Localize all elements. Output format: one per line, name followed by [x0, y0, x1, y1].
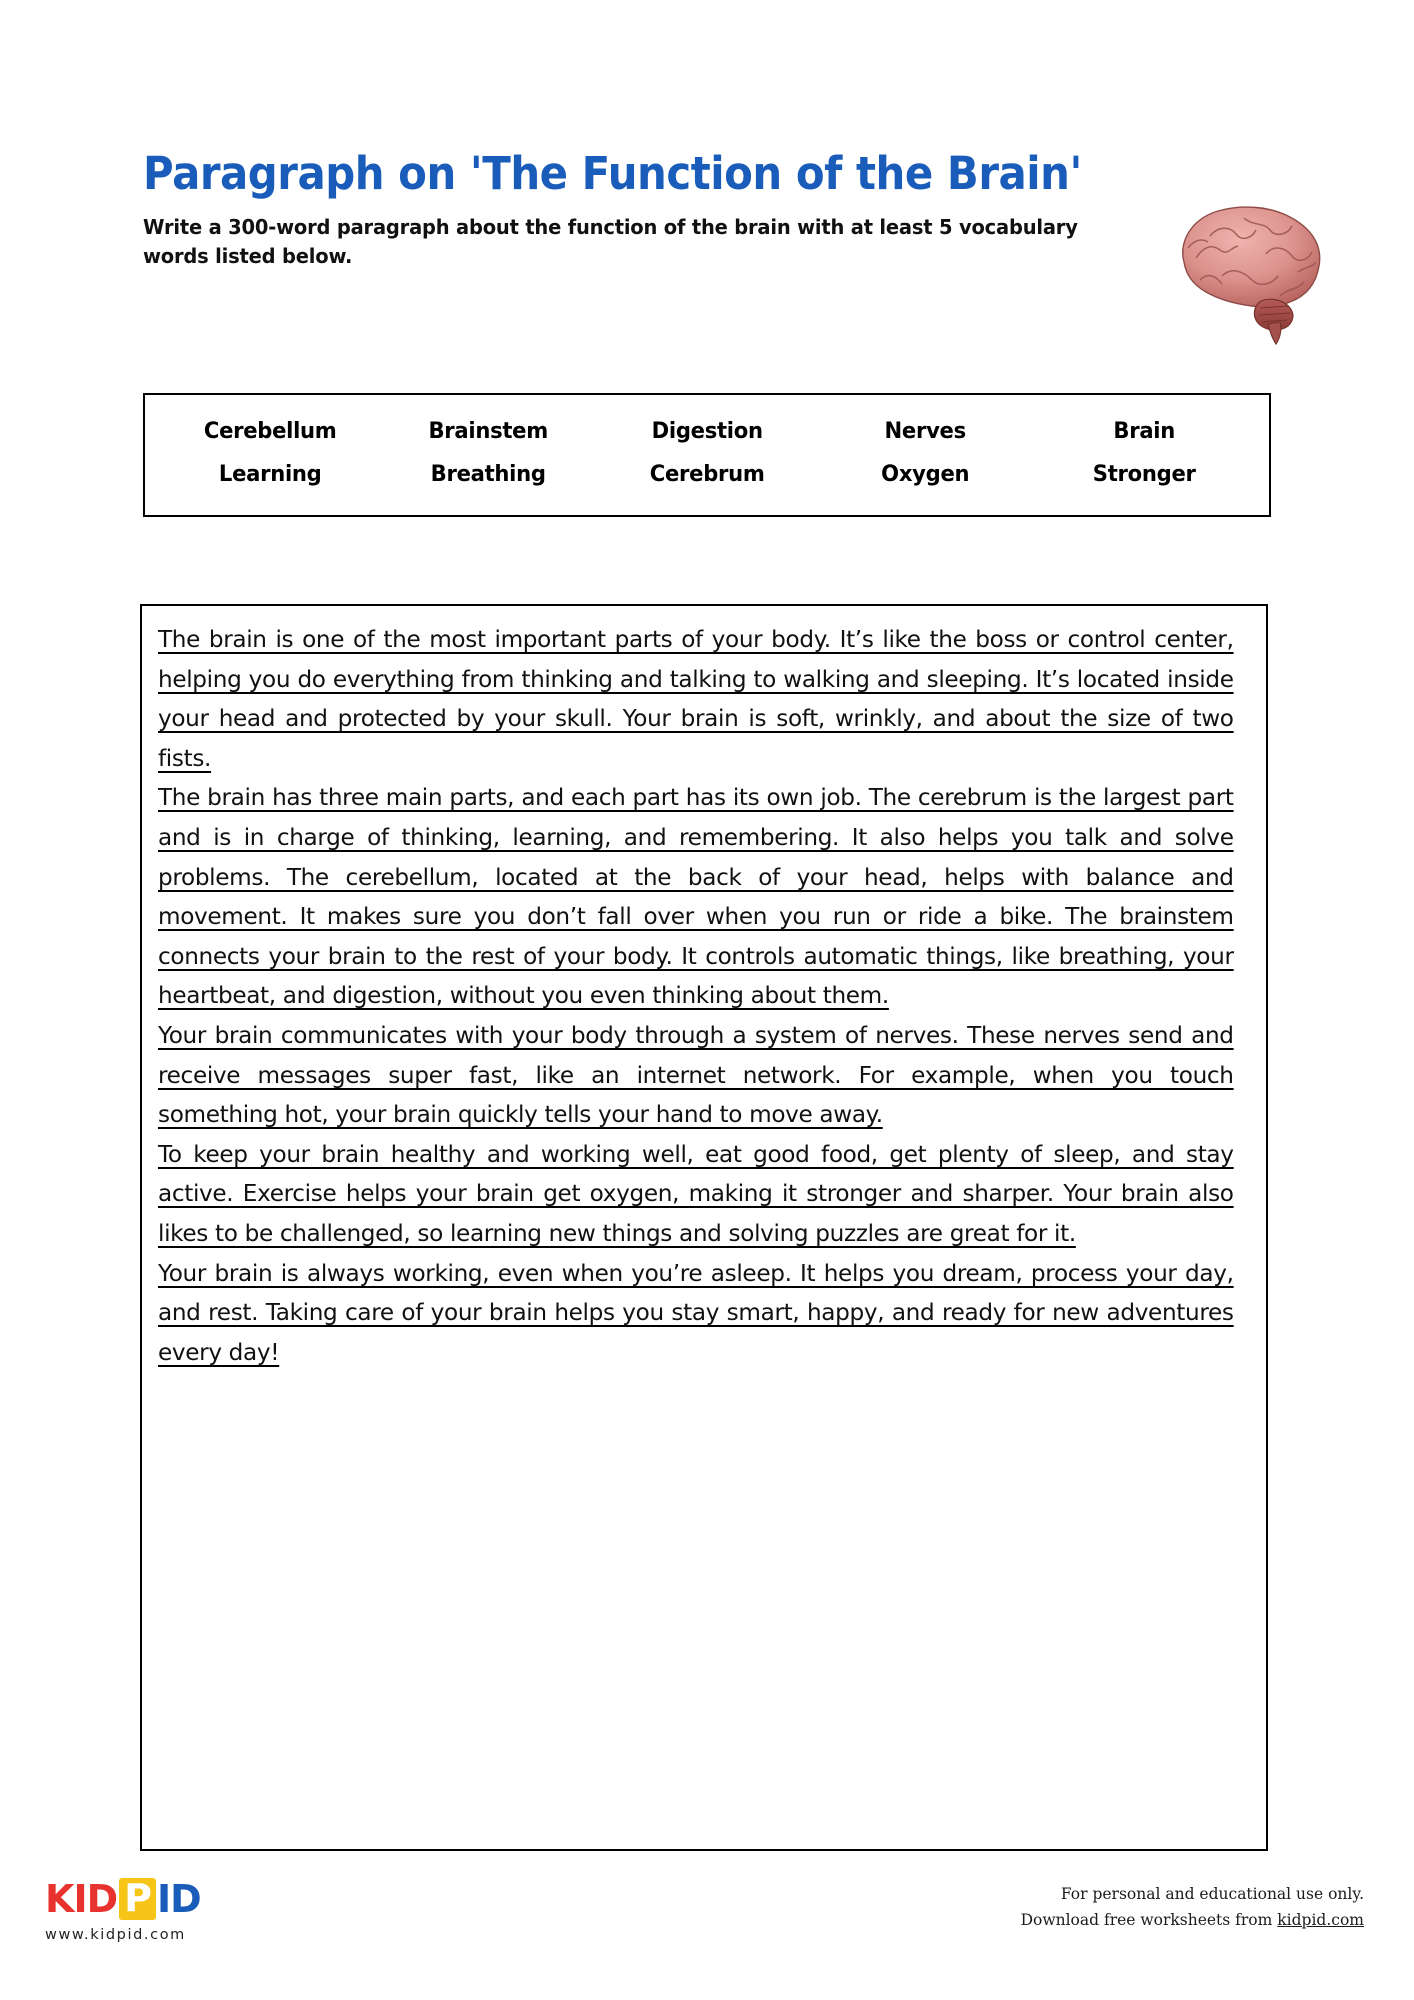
- vocabulary-word: Digestion: [651, 419, 763, 444]
- answer-paragraph: Your brain is always working, even when you’re asleep. It helps you dream, process your day, and rest. Taking care of your brain helps you stay smart, happy, and ready for new adventures every day!: [158, 1258, 1234, 1366]
- page-header: [143, 147, 1271, 270]
- vocabulary-row: [161, 410, 1253, 453]
- vocabulary-word: Cerebrum: [649, 462, 765, 487]
- kidpid-link[interactable]: kidpid.com: [1277, 1910, 1364, 1929]
- answer-paragraph: The brain has three main parts, and each part has its own job. The cerebrum is the largest part and is in charge of thinking, learning, and remembering. It also helps you talk and solve problems. The cerebellum, located at the back of your head, helps with balance and movement. It makes sure you don’t fall over when you run or ride a bike. The brainstem connects your brain to the rest of your body. It controls automatic things, like breathing, your heartbeat, and digestion, without you even thinking about them.: [158, 783, 1234, 1010]
- answer-paragraph: To keep your brain healthy and working well, eat good food, get plenty of sleep, and stay active. Exercise helps your brain get oxygen, making it stronger and sharper. Your brain also likes to be challenged, so learning new things and solving puzzles are great for it.: [158, 1139, 1234, 1247]
- site-url: www.kidpid.com: [45, 1927, 186, 1943]
- vocabulary-row: [161, 453, 1253, 496]
- answer-paragraph: Your brain communicates with your body through a system of nerves. These nerves send and receive messages super fast, like an internet network. For example, when you touch something hot, your brain quickly tells your hand to move away.: [158, 1020, 1234, 1129]
- vocabulary-word: Nerves: [884, 419, 967, 444]
- usage-notice: [1021, 1882, 1364, 1933]
- vocabulary-word: Learning: [218, 462, 322, 487]
- answer-writing-area[interactable]: [140, 604, 1268, 1851]
- kidpid-logo[interactable]: [45, 1878, 201, 1943]
- page-instructions: Write a 300-word paragraph about the function of the brain with at least 5 vocabulary words listed below.: [143, 215, 1078, 268]
- logo-id-text: ID: [157, 1877, 201, 1921]
- vocabulary-word-bank: [143, 393, 1271, 517]
- answer-paragraph: The brain is one of the most important parts of your body. It’s like the boss or control center, helping you do everything from thinking and talking to walking and sleeping. It’s located inside your head and protected by your skull. Your brain is soft, wrinkly, and about the size of two fists.: [158, 625, 1234, 772]
- vocabulary-word: Cerebellum: [203, 419, 337, 444]
- logo-kid-text: KID: [45, 1877, 118, 1921]
- page-footer: [0, 1876, 1414, 2000]
- usage-notice-line2: [1021, 1908, 1364, 1934]
- vocabulary-word: Breathing: [431, 462, 547, 487]
- vocabulary-word: Brain: [1113, 419, 1175, 444]
- logo-p-badge: P: [119, 1878, 156, 1920]
- vocabulary-word: Stronger: [1092, 462, 1196, 487]
- vocabulary-word: Brainstem: [428, 419, 549, 444]
- page-title: Paragraph on 'The Function of the Brain': [143, 147, 1082, 200]
- usage-notice-line1: For personal and educational use only.: [1060, 1885, 1364, 1903]
- logo-wordmark: [45, 1878, 201, 1920]
- vocabulary-word: Oxygen: [881, 462, 970, 487]
- usage-notice-prefix: Download free worksheets from: [1020, 1910, 1278, 1929]
